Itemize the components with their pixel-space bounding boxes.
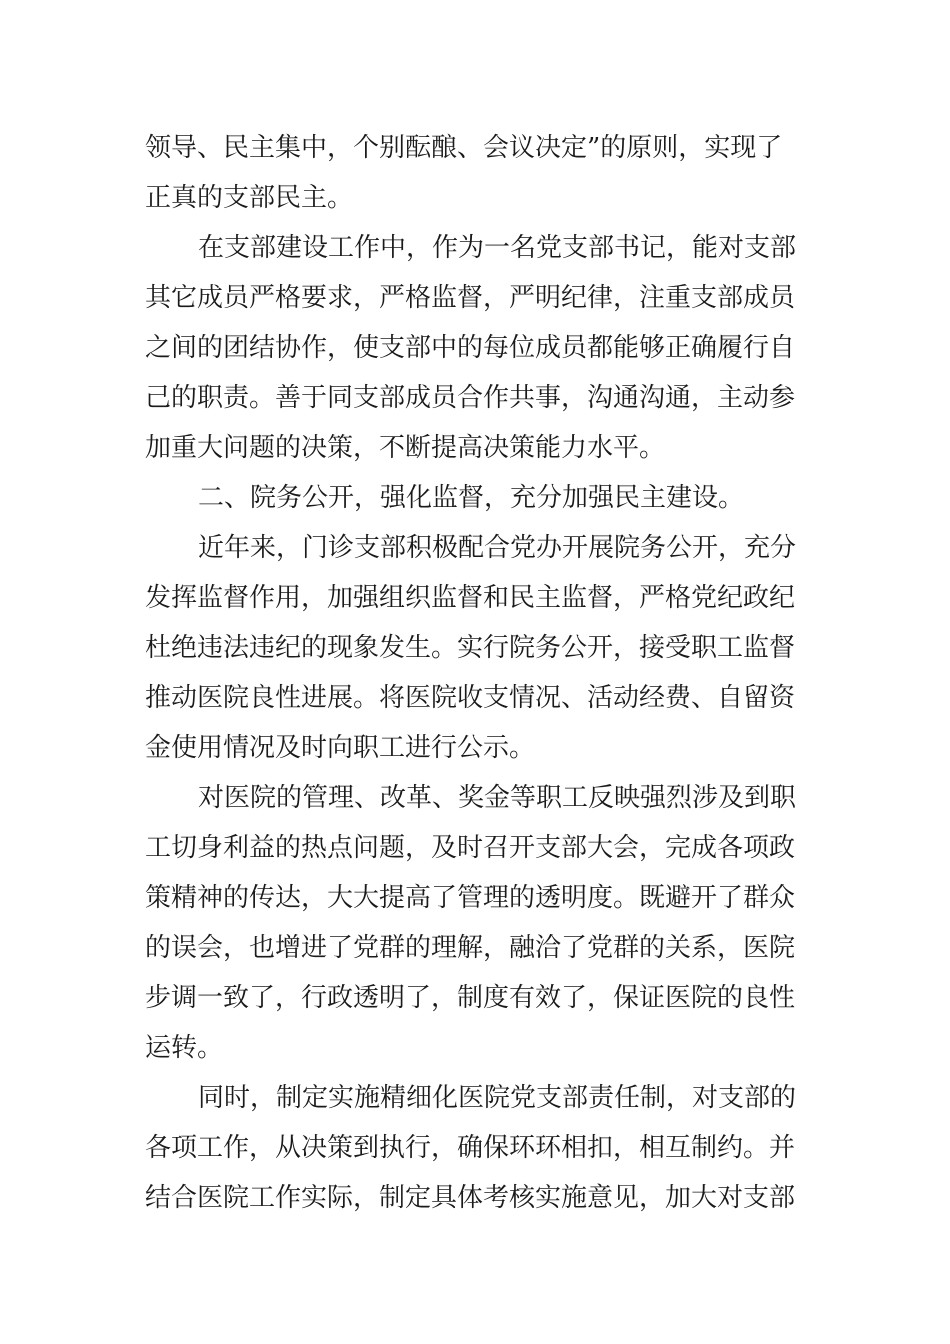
text-line: 领导、民主集中，个别酝酿、会议决定”的原则，实现了 [145,133,783,163]
paragraph-first-line: 近年来，门诊支部积极配合党办开展院务公开，充分 [198,533,797,563]
paragraph-first-line: 对医院的管理、改革、奖金等职工反映强烈涉及到职 [198,783,797,813]
text-line: 正真的支部民主。 [145,183,354,213]
text-line: 的误会，也增进了党群的理解，融洽了党群的关系，医院 [145,933,796,963]
text-line: 步调一致了，行政透明了，制度有效了，保证医院的良性 [145,983,796,1013]
section-heading: 二、院务公开，强化监督，充分加强民主建设。 [198,483,745,513]
text-line: 工切身利益的热点问题，及时召开支部大会，完成各项政 [145,833,796,863]
text-line: 己的职责。善于同支部成员合作共事，沟通沟通，主动参 [145,383,796,413]
text-line: 各项工作，从决策到执行，确保环环相扣，相互制约。并 [145,1133,796,1163]
paragraph-first-line: 同时，制定实施精细化医院党支部责任制，对支部的 [198,1083,797,1113]
text-line: 其它成员严格要求，严格监督，严明纪律，注重支部成员 [145,283,796,313]
text-line: 之间的团结协作，使支部中的每位成员都能够正确履行自 [145,333,796,363]
text-line: 推动医院良性进展。将医院收支情况、活动经费、自留资 [145,683,796,713]
paragraph-first-line: 在支部建设工作中，作为一名党支部书记，能对支部 [198,233,797,263]
text-line: 发挥监督作用，加强组织监督和民主监督，严格党纪政纪 [145,583,796,613]
text-line: 金使用情况及时向职工进行公示。 [145,733,536,763]
text-line: 杜绝违法违纪的现象发生。实行院务公开，接受职工监督 [145,633,796,663]
text-line: 策精神的传达，大大提高了管理的透明度。既避开了群众 [145,883,796,913]
text-line: 加重大问题的决策，不断提高决策能力水平。 [145,433,666,463]
text-line: 结合医院工作实际，制定具体考核实施意见，加大对支部 [145,1183,796,1213]
text-line: 运转。 [145,1033,224,1063]
